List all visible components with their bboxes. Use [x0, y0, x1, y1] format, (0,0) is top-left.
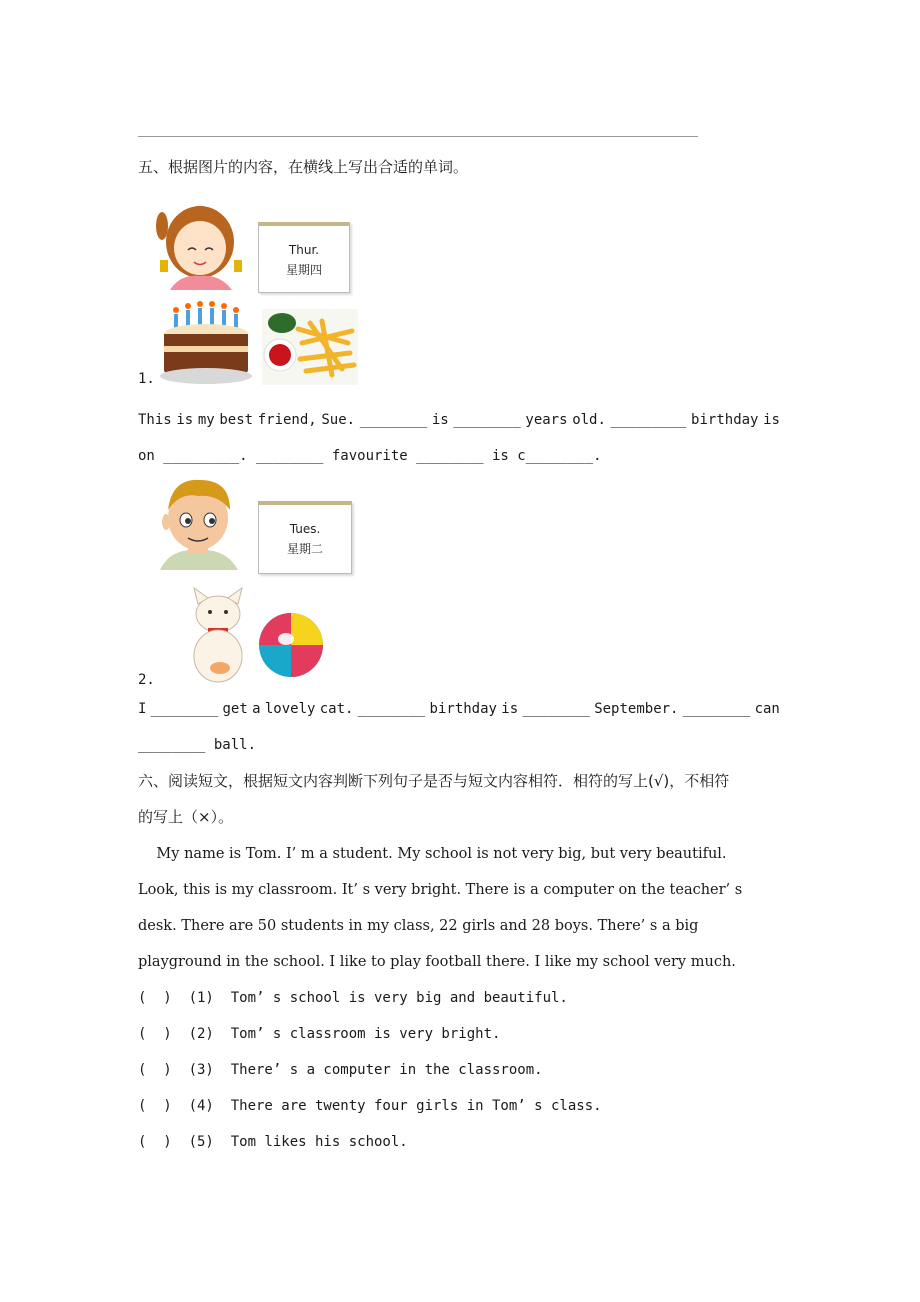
sentence-word: get [222, 701, 248, 717]
beach-ball-image [256, 609, 326, 681]
sentence-word: September. [594, 701, 679, 717]
calendar-thursday [258, 222, 350, 293]
sentence-word: _________ [610, 412, 687, 428]
section6-title-line1: 六、阅读短文，根据短文内容判断下列句子是否与短文内容相符．相符的写上(√)，不相符 [138, 772, 730, 790]
passage-line-2: Look, this is my classroom. It’ s very bright. There is a computer on the teacher’ s [138, 882, 743, 898]
sentence-word: my [197, 412, 215, 428]
sentence-word: a [252, 701, 261, 717]
sentence-word: birthday [429, 701, 497, 717]
q2-sentence-line2: ________ ball. [138, 737, 257, 753]
sentence-word: best [219, 412, 254, 428]
sentence-word: years [525, 412, 568, 428]
sentence-word: lovely [264, 701, 316, 717]
sentence-word: ________ [150, 701, 219, 717]
calendar-day: Tues. [289, 522, 321, 536]
q2-number: 2. [138, 672, 155, 688]
sentence-word: I [138, 701, 147, 717]
sentence-word: is [501, 701, 519, 717]
q1-number: 1. [138, 371, 155, 387]
judgement-item-3: ( ) (3) There’ s a computer in the classroom. [138, 1062, 543, 1078]
calendar-tuesday [258, 501, 352, 574]
calendar-weekday-cn: 星期二 [286, 542, 323, 556]
sentence-word: is [431, 412, 449, 428]
girl-image [150, 190, 250, 290]
calendar-day: Thur. [288, 243, 320, 257]
sentence-word: ________ [522, 701, 590, 717]
calendar-weekday-cn: 星期四 [285, 263, 322, 277]
judgement-item-1: ( ) (1) Tom’ s school is very big and beautiful. [138, 990, 568, 1006]
sentence-word: friend, [257, 412, 317, 428]
sentence-word: This [138, 412, 172, 428]
birthday-cake-image [160, 300, 254, 386]
passage-line-1: My name is Tom. I’ m a student. My school is not very big, but very beautiful. [138, 846, 727, 862]
french-fries-image [262, 309, 358, 385]
boy-image [152, 470, 244, 570]
passage-line-4: playground in the school. I like to play football there. I like my school very much. [138, 954, 736, 970]
sentence-word: ________ [453, 412, 521, 428]
q1-sentence-line1 [138, 411, 780, 429]
sentence-word: ________ [357, 701, 426, 717]
judgement-item-2: ( ) (2) Tom’ s classroom is very bright. [138, 1026, 501, 1042]
cat-image [180, 584, 254, 684]
section5-title: 五、根据图片的内容，在横线上写出合适的单词。 [138, 158, 469, 176]
sentence-word: cat. [319, 701, 354, 717]
judgement-item-5: ( ) (5) Tom likes his school. [138, 1134, 408, 1150]
judgement-item-4: ( ) (4) There are twenty four girls in Tom’ s class. [138, 1098, 602, 1114]
sentence-word: Sue. [321, 412, 356, 428]
sentence-word: can [754, 701, 780, 717]
passage-line-3: desk. There are 50 students in my class, 22 girls and 28 boys. There’ s a big [138, 918, 699, 934]
sentence-word: old. [572, 412, 606, 428]
q2-sentence-line1 [138, 700, 780, 718]
q1-sentence-line2: on _________. ________ favourite ________ is c________. [138, 448, 602, 464]
sentence-word: ________ [682, 701, 751, 717]
sentence-word: birthday [691, 412, 759, 428]
sentence-word: is [176, 412, 194, 428]
sentence-word: ________ [359, 412, 428, 428]
sentence-word: is [763, 412, 780, 428]
section6-title-line2: 的写上（×）。 [138, 808, 234, 826]
header-rule [138, 136, 698, 137]
